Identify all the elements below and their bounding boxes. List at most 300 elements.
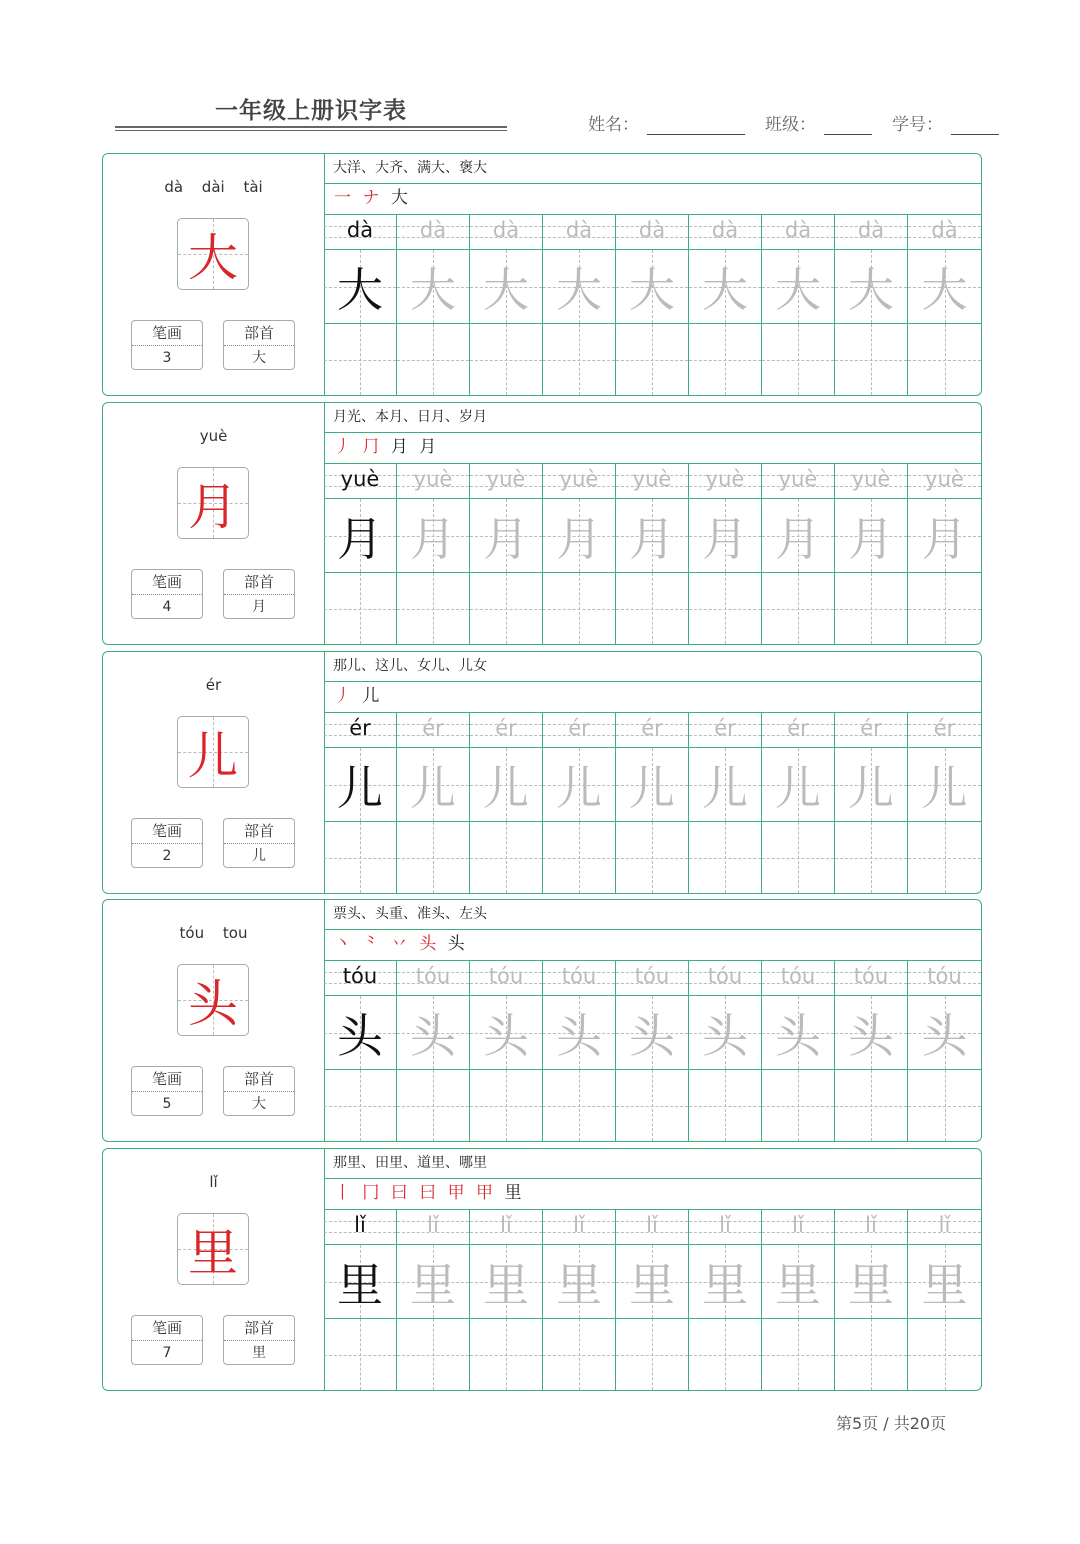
pinyin-cell <box>470 713 543 748</box>
pinyin-cell <box>543 713 616 748</box>
stroke-count-value: 7 <box>162 1345 172 1361</box>
pinyin-text: yuè <box>925 467 964 491</box>
stroke-order-steps: 丨 冂 曰 曰 甲 甲 <box>334 1183 497 1203</box>
trace-char: 儿 <box>921 760 968 815</box>
practice-area <box>324 1149 981 1390</box>
trace-char: 头 <box>702 1008 748 1063</box>
practice-cell[interactable] <box>762 822 835 893</box>
trace-cell[interactable] <box>616 499 689 573</box>
trace-cell[interactable] <box>689 1245 762 1319</box>
trace-char: 里 <box>483 1257 529 1312</box>
pinyin-cell <box>689 713 762 748</box>
trace-cell[interactable] <box>543 499 616 573</box>
trace-char: 大 <box>921 262 968 317</box>
trace-cell[interactable] <box>908 499 981 573</box>
trace-cell[interactable] <box>470 499 543 573</box>
trace-cell <box>324 1245 397 1319</box>
trace-char: 里 <box>337 1257 383 1312</box>
trace-cell[interactable] <box>397 499 470 573</box>
trace-char: 大 <box>775 262 821 317</box>
trace-char: 里 <box>410 1257 456 1312</box>
trace-char: 头 <box>556 1008 602 1063</box>
trace-char: 大 <box>629 262 675 317</box>
pinyin-text: ér <box>641 716 663 740</box>
stroke-count-box <box>131 1315 203 1365</box>
trace-cell <box>324 499 397 573</box>
trace-cell[interactable] <box>835 996 908 1070</box>
pinyin-cell <box>470 1210 543 1245</box>
pinyin-text: yuè <box>486 467 526 491</box>
trace-char: 儿 <box>629 760 675 815</box>
practice-cell[interactable] <box>835 1319 908 1390</box>
practice-cell[interactable] <box>470 822 543 893</box>
pinyin-cell <box>543 464 616 499</box>
stroke-count-box <box>131 320 203 370</box>
student-id-field[interactable] <box>951 116 999 135</box>
practice-cell[interactable] <box>762 1070 835 1141</box>
character-card <box>102 402 982 645</box>
pinyin-text: yuè <box>413 467 453 491</box>
pinyin-text: lǐ <box>354 1213 366 1237</box>
trace-cell[interactable] <box>470 748 543 822</box>
trace-char: 头 <box>775 1008 821 1063</box>
stroke-count-box <box>131 1066 203 1116</box>
radical-box <box>223 1315 295 1365</box>
pinyin-text: tóu <box>561 964 597 988</box>
radical-value: 月 <box>252 599 266 615</box>
radical-value: 儿 <box>252 848 266 864</box>
practice-cell[interactable] <box>470 324 543 395</box>
character-card <box>102 1148 982 1391</box>
pinyin-cell <box>543 1210 616 1245</box>
practice-cell[interactable] <box>470 1070 543 1141</box>
practice-cell[interactable] <box>616 573 689 644</box>
stroke-count-label: 笔画 <box>132 819 202 844</box>
stroke-count-value: 4 <box>162 599 172 615</box>
stroke-order-steps: 丶 ⺀ 丷 头 <box>334 934 440 954</box>
trace-cell[interactable] <box>543 748 616 822</box>
trace-char: 大 <box>410 262 456 317</box>
trace-cell[interactable] <box>397 1245 470 1319</box>
pinyin-text: lǐ <box>573 1213 585 1237</box>
trace-cell[interactable] <box>470 250 543 324</box>
stroke-count-box <box>131 569 203 619</box>
pinyin-text: ér <box>422 716 444 740</box>
trace-char: 月 <box>556 511 602 566</box>
practice-cell[interactable] <box>689 1319 762 1390</box>
pinyin-readings: yuè <box>199 427 228 445</box>
practice-cell[interactable] <box>616 324 689 395</box>
practice-cell[interactable] <box>835 324 908 395</box>
character-box <box>177 467 249 539</box>
practice-cell[interactable] <box>543 573 616 644</box>
trace-char: 大 <box>483 262 529 317</box>
writing-grid <box>324 1210 981 1390</box>
title-underline <box>115 126 507 131</box>
pinyin-text: ér <box>933 716 956 740</box>
practice-cell[interactable] <box>835 822 908 893</box>
pinyin-cell <box>835 713 908 748</box>
trace-cell[interactable] <box>762 250 835 324</box>
stroke-order <box>324 929 981 961</box>
pinyin-cell <box>908 1210 981 1245</box>
practice-cell[interactable] <box>397 1070 470 1141</box>
pinyin-text: tóu <box>342 964 378 988</box>
practice-cell[interactable] <box>397 324 470 395</box>
practice-cell[interactable] <box>835 573 908 644</box>
practice-cell[interactable] <box>616 1319 689 1390</box>
trace-char: 月 <box>921 511 968 566</box>
stroke-order-steps: 一 ナ <box>334 188 383 208</box>
pinyin-readings: dà dài tài <box>164 178 263 196</box>
practice-cell[interactable] <box>543 822 616 893</box>
practice-area <box>324 403 981 644</box>
stroke-order-final: 头 <box>447 934 468 954</box>
pinyin-text: lǐ <box>938 1213 951 1237</box>
practice-cell[interactable] <box>543 1319 616 1390</box>
trace-cell[interactable] <box>835 748 908 822</box>
practice-cell[interactable] <box>908 573 981 644</box>
pinyin-text: tóu <box>634 964 670 988</box>
pinyin-text: yuè <box>778 467 818 491</box>
pinyin-text: dà <box>419 218 447 242</box>
trace-cell[interactable] <box>689 996 762 1070</box>
trace-char: 里 <box>629 1257 675 1312</box>
main-character: 儿 <box>188 727 238 785</box>
practice-cell[interactable] <box>324 1319 397 1390</box>
stroke-count-label: 笔画 <box>132 321 202 346</box>
pinyin-cell <box>835 961 908 996</box>
trace-char: 儿 <box>410 760 456 815</box>
pinyin-cell <box>616 464 689 499</box>
trace-char: 大 <box>337 262 383 317</box>
trace-char: 里 <box>775 1257 821 1312</box>
practice-cell[interactable] <box>616 1070 689 1141</box>
stroke-order <box>324 681 981 713</box>
practice-cell[interactable] <box>689 324 762 395</box>
trace-char: 大 <box>702 262 748 317</box>
radical-value: 里 <box>252 1345 266 1361</box>
pinyin-cell <box>397 215 470 250</box>
pinyin-text: dà <box>784 218 812 242</box>
name-field[interactable] <box>647 116 745 135</box>
pinyin-cell <box>908 713 981 748</box>
pinyin-text: yuè <box>632 467 672 491</box>
pinyin-cell <box>470 961 543 996</box>
trace-cell[interactable] <box>689 499 762 573</box>
stroke-count-label: 笔画 <box>132 570 202 595</box>
pinyin-text: dà <box>711 218 739 242</box>
trace-char: 月 <box>848 511 894 566</box>
trace-cell <box>324 996 397 1070</box>
practice-cell[interactable] <box>616 822 689 893</box>
trace-char: 儿 <box>702 760 748 815</box>
main-character: 里 <box>188 1224 238 1282</box>
practice-cell[interactable] <box>689 573 762 644</box>
main-character: 月 <box>188 478 238 536</box>
radical-label: 部首 <box>224 1316 294 1341</box>
pinyin-text: lǐ <box>646 1213 658 1237</box>
practice-cell[interactable] <box>543 1070 616 1141</box>
practice-cell[interactable] <box>397 1319 470 1390</box>
trace-cell[interactable] <box>762 499 835 573</box>
practice-cell[interactable] <box>470 573 543 644</box>
trace-cell[interactable] <box>908 250 981 324</box>
trace-char: 头 <box>337 1008 383 1063</box>
trace-cell[interactable] <box>543 996 616 1070</box>
trace-cell[interactable] <box>470 996 543 1070</box>
trace-cell[interactable] <box>762 996 835 1070</box>
pinyin-cell <box>397 713 470 748</box>
trace-char: 儿 <box>848 760 894 815</box>
trace-cell[interactable] <box>543 1245 616 1319</box>
trace-cell[interactable] <box>397 250 470 324</box>
pinyin-text: dà <box>857 218 885 242</box>
trace-cell[interactable] <box>689 250 762 324</box>
pinyin-cell <box>543 961 616 996</box>
pinyin-cell <box>397 1210 470 1245</box>
class-label: 班级： <box>765 115 816 135</box>
practice-cell[interactable] <box>470 1319 543 1390</box>
pinyin-text: tóu <box>488 964 524 988</box>
trace-cell[interactable] <box>397 748 470 822</box>
pinyin-cell <box>908 215 981 250</box>
trace-char: 大 <box>848 262 894 317</box>
trace-char: 儿 <box>483 760 529 815</box>
trace-char: 儿 <box>337 760 383 815</box>
practice-cell[interactable] <box>835 1070 908 1141</box>
trace-char: 月 <box>410 511 456 566</box>
trace-char: 月 <box>775 511 821 566</box>
trace-cell[interactable] <box>397 996 470 1070</box>
pinyin-cell <box>324 961 397 996</box>
trace-char: 儿 <box>775 760 821 815</box>
stroke-order-steps: 丿 <box>334 686 354 706</box>
pinyin-readings: ér <box>205 676 222 694</box>
pinyin-text: ér <box>714 716 736 740</box>
main-character: 大 <box>188 229 238 287</box>
class-field[interactable] <box>824 116 872 135</box>
trace-cell[interactable] <box>835 1245 908 1319</box>
pinyin-text: ér <box>349 716 371 740</box>
trace-cell[interactable] <box>616 1245 689 1319</box>
pinyin-text: lǐ <box>792 1213 804 1237</box>
radical-value: 大 <box>252 350 266 366</box>
trace-cell[interactable] <box>616 250 689 324</box>
character-box <box>177 1213 249 1285</box>
pinyin-cell <box>470 464 543 499</box>
trace-cell[interactable] <box>762 748 835 822</box>
practice-cell[interactable] <box>397 573 470 644</box>
practice-cell[interactable] <box>908 1070 981 1141</box>
radical-box <box>223 818 295 868</box>
pinyin-text: yuè <box>340 467 380 491</box>
trace-cell[interactable] <box>689 748 762 822</box>
trace-char: 头 <box>921 1008 968 1063</box>
pinyin-cell <box>616 1210 689 1245</box>
pinyin-text: tóu <box>415 964 451 988</box>
character-info <box>103 1149 325 1390</box>
pinyin-text: yuè <box>851 467 891 491</box>
trace-cell[interactable] <box>543 250 616 324</box>
stroke-order-final: 月 月 <box>390 437 440 457</box>
pinyin-text: dà <box>565 218 593 242</box>
trace-cell[interactable] <box>616 996 689 1070</box>
pinyin-cell <box>397 961 470 996</box>
pinyin-text: tóu <box>707 964 743 988</box>
radical-box <box>223 1066 295 1116</box>
pinyin-text: yuè <box>559 467 599 491</box>
stroke-count-value: 2 <box>162 848 172 864</box>
practice-cell[interactable] <box>324 324 397 395</box>
character-card <box>102 899 982 1142</box>
practice-cell[interactable] <box>762 1319 835 1390</box>
writing-grid <box>324 215 981 395</box>
trace-char: 里 <box>556 1257 602 1312</box>
practice-cell[interactable] <box>689 822 762 893</box>
practice-cell[interactable] <box>762 324 835 395</box>
trace-char: 月 <box>337 511 383 566</box>
pinyin-cell <box>835 215 908 250</box>
practice-cell[interactable] <box>908 822 981 893</box>
trace-char: 头 <box>483 1008 529 1063</box>
radical-label: 部首 <box>224 1067 294 1092</box>
pinyin-cell <box>470 215 543 250</box>
stroke-count-value: 5 <box>162 1096 172 1112</box>
practice-area <box>324 652 981 893</box>
trace-cell[interactable] <box>908 996 981 1070</box>
stroke-count-value: 3 <box>162 350 172 366</box>
pinyin-cell <box>543 215 616 250</box>
radical-label: 部首 <box>224 819 294 844</box>
character-card <box>102 153 982 396</box>
stroke-order <box>324 432 981 464</box>
page-number: 第5页 / 共20页 <box>836 1414 947 1433</box>
pinyin-text: dà <box>931 218 958 242</box>
character-info <box>103 154 325 395</box>
pinyin-cell <box>835 464 908 499</box>
example-words: 票头、头重、准头、左头 <box>324 900 981 930</box>
stroke-count-label: 笔画 <box>132 1316 202 1341</box>
stroke-order-steps: 丿 ⺆ <box>334 437 383 457</box>
pinyin-text: tóu <box>780 964 816 988</box>
practice-cell[interactable] <box>324 1070 397 1141</box>
page-title: 一年级上册识字表 <box>215 98 407 124</box>
trace-cell[interactable] <box>908 1245 981 1319</box>
pinyin-cell <box>689 961 762 996</box>
trace-cell[interactable] <box>616 748 689 822</box>
writing-grid <box>324 713 981 893</box>
character-info <box>103 900 325 1141</box>
radical-box <box>223 320 295 370</box>
pinyin-cell <box>616 961 689 996</box>
name-label: 姓名： <box>588 115 639 135</box>
pinyin-text: dà <box>638 218 666 242</box>
example-words: 那儿、这儿、女儿、儿女 <box>324 652 981 682</box>
pinyin-cell <box>324 713 397 748</box>
radical-label: 部首 <box>224 570 294 595</box>
stroke-order <box>324 183 981 215</box>
pinyin-text: yuè <box>705 467 745 491</box>
pinyin-text: lǐ <box>427 1213 439 1237</box>
trace-cell <box>324 748 397 822</box>
practice-cell[interactable] <box>762 573 835 644</box>
trace-char: 月 <box>702 511 748 566</box>
pinyin-cell <box>324 215 397 250</box>
pinyin-cell <box>689 1210 762 1245</box>
practice-cell[interactable] <box>908 324 981 395</box>
trace-char: 月 <box>483 511 529 566</box>
writing-grid <box>324 464 981 644</box>
character-box <box>177 218 249 290</box>
pinyin-cell <box>616 713 689 748</box>
pinyin-text: ér <box>568 716 590 740</box>
trace-char: 里 <box>921 1257 968 1312</box>
trace-char: 里 <box>848 1257 894 1312</box>
radical-box <box>223 569 295 619</box>
pinyin-text: tóu <box>853 964 889 988</box>
stroke-order-final: 里 <box>504 1183 525 1203</box>
trace-cell[interactable] <box>762 1245 835 1319</box>
example-words: 月光、本月、日月、岁月 <box>324 403 981 433</box>
pinyin-text: ér <box>495 716 517 740</box>
character-info <box>103 403 325 644</box>
practice-cell[interactable] <box>689 1070 762 1141</box>
practice-cell[interactable] <box>543 324 616 395</box>
practice-cell[interactable] <box>908 1319 981 1390</box>
pinyin-cell <box>762 961 835 996</box>
pinyin-text: ér <box>860 716 882 740</box>
pinyin-cell <box>835 1210 908 1245</box>
pinyin-text: lǐ <box>719 1213 731 1237</box>
trace-char: 大 <box>556 262 602 317</box>
writing-grid <box>324 961 981 1141</box>
pinyin-readings: tóu tou <box>179 924 248 942</box>
pinyin-text: tóu <box>927 964 962 988</box>
example-words: 大洋、大齐、满大、褒大 <box>324 154 981 184</box>
pinyin-text: dà <box>346 218 374 242</box>
student-id-label: 学号： <box>892 115 943 135</box>
pinyin-readings: lǐ <box>209 1173 218 1191</box>
stroke-count-label: 笔画 <box>132 1067 202 1092</box>
trace-char: 头 <box>848 1008 894 1063</box>
pinyin-cell <box>689 464 762 499</box>
practice-cell[interactable] <box>324 822 397 893</box>
stroke-order-final: 儿 <box>362 686 383 706</box>
pinyin-text: dà <box>492 218 520 242</box>
trace-char: 月 <box>629 511 675 566</box>
pinyin-cell <box>324 1210 397 1245</box>
pinyin-cell <box>908 464 981 499</box>
pinyin-cell <box>616 215 689 250</box>
practice-cell[interactable] <box>324 573 397 644</box>
trace-cell[interactable] <box>835 250 908 324</box>
trace-cell[interactable] <box>908 748 981 822</box>
trace-cell[interactable] <box>835 499 908 573</box>
example-words: 那里、田里、道里、哪里 <box>324 1149 981 1179</box>
character-box <box>177 716 249 788</box>
pinyin-cell <box>397 464 470 499</box>
trace-char: 儿 <box>556 760 602 815</box>
pinyin-cell <box>762 464 835 499</box>
stroke-order <box>324 1178 981 1210</box>
practice-cell[interactable] <box>397 822 470 893</box>
trace-char: 里 <box>702 1257 748 1312</box>
pinyin-cell <box>908 961 981 996</box>
practice-area <box>324 154 981 395</box>
trace-cell[interactable] <box>470 1245 543 1319</box>
pinyin-text: ér <box>787 716 809 740</box>
